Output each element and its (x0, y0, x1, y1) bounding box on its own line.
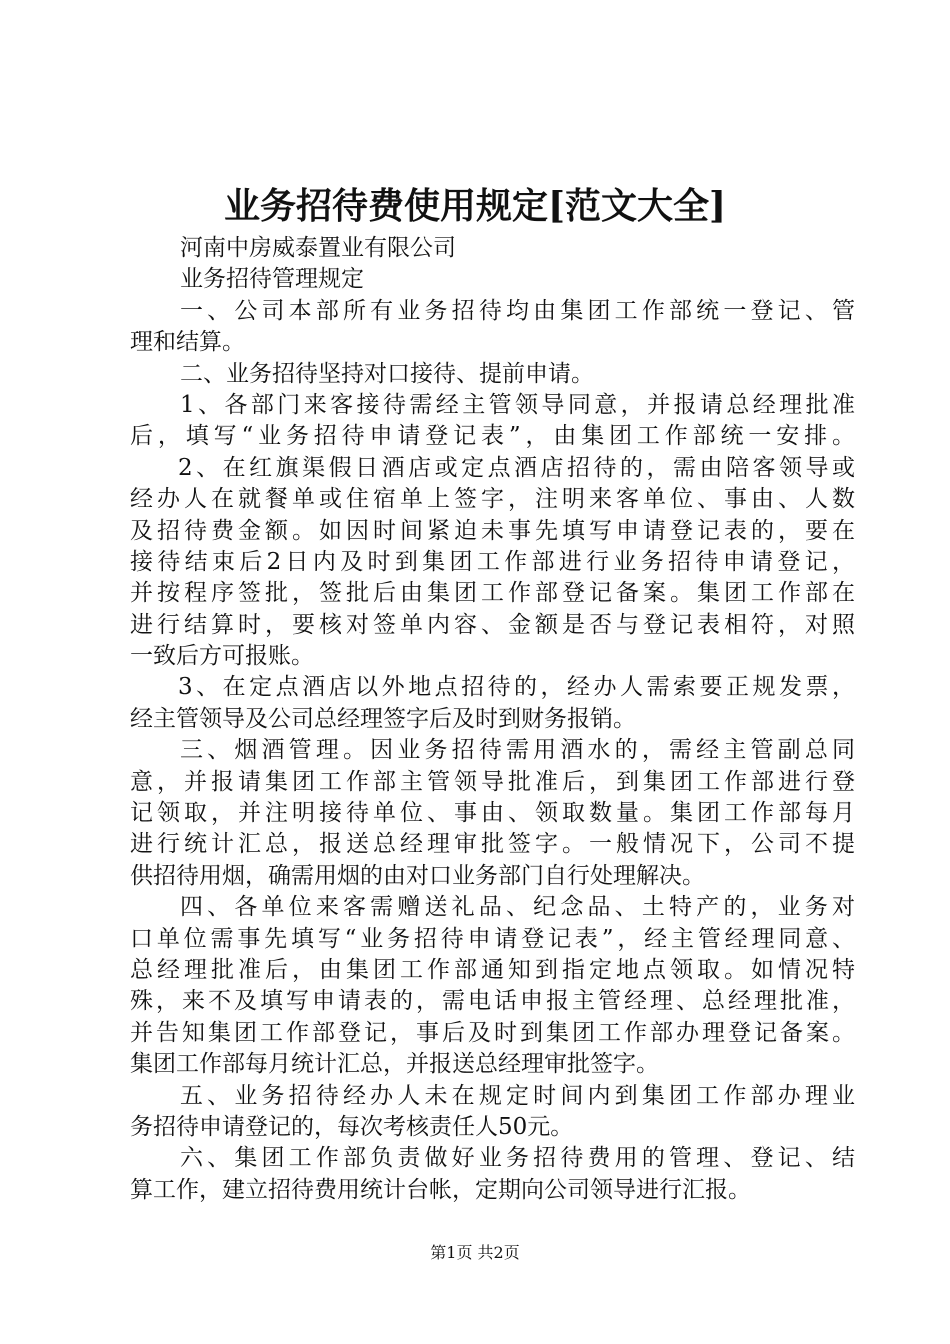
paragraph-line: 务招待申请登记的，每次考核责任人50元。 (130, 1113, 574, 1140)
paragraph-line: 口单位需事先填写“业务招待申请登记表”，经主管经理同意、 (130, 925, 855, 952)
company-name-line: 河南中房威泰置业有限公司 (180, 235, 456, 261)
paragraph-line: 集团工作部每月统计汇总，并报送总经理审批签字。 (130, 1051, 659, 1078)
paragraph-line: 三、烟酒管理。因业务招待需用酒水的，需经主管副总同 (180, 737, 855, 764)
paragraph-line: 2、在红旗渠假日酒店或定点酒店招待的，需由陪客领导或 (178, 454, 855, 481)
paragraph-line: 殊，来不及填写申请表的，需电话申报主管经理、总经理批准， (130, 988, 855, 1015)
paragraph-line: 六、集团工作部负责做好业务招待费用的管理、登记、结 (180, 1145, 855, 1172)
document-body (130, 233, 855, 1206)
paragraph-line: 四、各单位来客需赠送礼品、纪念品、土特产的，业务对 (180, 894, 855, 921)
paragraph-line: 1、各部门来客接待需经主管领导同意，并报请总经理批准 (180, 391, 855, 418)
page-number: 第1页 共2页 (430, 1243, 520, 1262)
paragraph-line: 3、在定点酒店以外地点招待的，经办人需索要正规发票， (178, 674, 855, 701)
paragraph-line: 算工作，建立招待费用统计台帐，定期向公司领导进行汇报。 (130, 1176, 751, 1203)
paragraph-line: 五、业务招待经办人未在规定时间内到集团工作部办理业 (180, 1082, 855, 1109)
paragraph-line: 进行结算时，要核对签单内容、金额是否与登记表相符，对照 (130, 611, 855, 638)
paragraph-line: 理和结算。 (130, 329, 245, 356)
paragraph-line: 经主管领导及公司总经理签字后及时到财务报销。 (130, 705, 636, 732)
paragraph-line: 供招待用烟，确需用烟的由对口业务部门自行处理解决。 (130, 862, 705, 889)
paragraph-line: 一致后方可报账。 (130, 643, 314, 670)
paragraph-line: 总经理批准后，由集团工作部通知到指定地点领取。如情况特 (130, 956, 855, 983)
paragraph-line: 并告知集团工作部登记，事后及时到集团工作部办理登记备案。 (130, 1019, 855, 1046)
document-title: 业务招待费使用规定[范文大全] (223, 185, 727, 227)
paragraph-line: 进行统计汇总，报送总经理审批签字。一般情况下，公司不提 (130, 831, 855, 858)
paragraph-line: 并按程序签批，签批后由集团工作部登记备案。集团工作部在 (130, 580, 855, 607)
paragraph-line: 后，填写“业务招待申请登记表”，由集团工作部统一安排。 (130, 423, 855, 450)
paragraph-line: 记领取，并注明接待单位、事由、领取数量。集团工作部每月 (130, 800, 855, 827)
paragraph-line: 意，并报请集团工作部主管领导批准后，到集团工作部进行登 (130, 768, 855, 795)
subtitle-line: 业务招待管理规定 (180, 266, 364, 293)
paragraph-line: 及招待费金额。如因时间紧迫未事先填写申请登记表的，要在 (130, 517, 855, 544)
paragraph-line: 经办人在就餐单或住宿单上签字，注明来客单位、事由、人数 (130, 486, 855, 513)
paragraph-line: 接待结束后2日内及时到集团工作部进行业务招待申请登记， (130, 548, 855, 575)
paragraph-line: 一、公司本部所有业务招待均由集团工作部统一登记、管 (180, 297, 855, 324)
paragraph-line: 二、业务招待坚持对口接待、提前申请。 (180, 360, 594, 387)
